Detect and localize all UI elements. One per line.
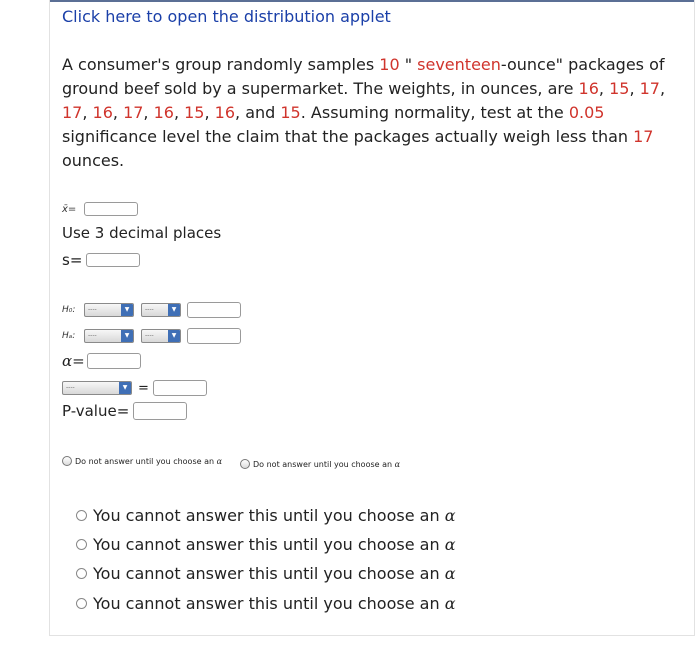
question-part: . Assuming normality, test at the bbox=[300, 103, 569, 122]
weight-value: 16 bbox=[153, 103, 174, 122]
package-label: seventeen bbox=[417, 55, 501, 74]
alpha-symbol: α bbox=[444, 506, 456, 525]
equals-sign: = bbox=[138, 380, 149, 396]
ha-value-input[interactable] bbox=[187, 328, 241, 344]
ha-operator-select[interactable] bbox=[141, 329, 181, 343]
conclusion-option-4[interactable] bbox=[76, 594, 456, 613]
question-part: -ounce" packages of ground beef sold by a supermarket. The weights, in ounces, are bbox=[62, 55, 665, 98]
weight-value: 16 bbox=[214, 103, 236, 122]
question-part: significance level the claim that the packages actually weigh less than bbox=[62, 127, 634, 146]
chevron-down-icon: ▼ bbox=[121, 330, 133, 342]
select-text: ---- bbox=[145, 332, 154, 339]
weight-value: 17 bbox=[123, 103, 144, 122]
applet-link[interactable]: Click here to open the distribution applet bbox=[62, 7, 391, 26]
s-label: s= bbox=[62, 251, 83, 269]
ha-parameter-select[interactable] bbox=[84, 329, 134, 343]
alpha-symbol: α bbox=[444, 594, 456, 613]
conclusion-option-2[interactable] bbox=[76, 535, 456, 554]
h0-operator-select[interactable] bbox=[141, 303, 181, 317]
s-row bbox=[62, 251, 140, 269]
decimals-row bbox=[62, 224, 221, 242]
radio-label: Do not answer until you choose an bbox=[253, 459, 393, 469]
h0-label: H₀: bbox=[62, 305, 76, 315]
radio-circle[interactable] bbox=[76, 568, 87, 579]
decimals-note: Use 3 decimal places bbox=[62, 224, 222, 242]
test-stat-row bbox=[62, 380, 207, 396]
alpha-symbol: α bbox=[444, 564, 456, 583]
h0-row bbox=[62, 302, 241, 318]
pvalue-label: P-value= bbox=[62, 402, 130, 420]
weight-value: 15 bbox=[609, 79, 630, 98]
chevron-down-icon: ▼ bbox=[168, 330, 180, 342]
option-label: You cannot answer this until you choose an bbox=[93, 594, 440, 613]
alpha-symbol: α bbox=[444, 535, 456, 554]
option-label: You cannot answer this until you choose an bbox=[93, 564, 440, 583]
radio-circle[interactable] bbox=[76, 539, 87, 550]
weight-value: 16 bbox=[92, 103, 113, 122]
claim-value: 17 bbox=[633, 127, 654, 146]
question-text: A consumer's group randomly samples 10 " seventeen-ounce" packages of ground beef sold by a supermarket. The weights, in ounces, are 16, 15, 17, 17, 16, 17, 16, 15, 16, and 15. Assuming normality, test at the 0.05 significance level the claim that the packages actually weigh less than 17 ounces. bbox=[62, 55, 666, 170]
conclusion-option-3[interactable] bbox=[76, 564, 456, 583]
xbar-input[interactable] bbox=[84, 202, 138, 216]
weight-value: 17 bbox=[639, 79, 660, 98]
alpha-label: α= bbox=[62, 352, 85, 370]
weight-value: 15 bbox=[280, 103, 301, 122]
question-part: " bbox=[399, 55, 418, 74]
option-label: You cannot answer this until you choose an bbox=[93, 506, 440, 525]
decision-radio-2[interactable] bbox=[240, 459, 400, 469]
chevron-down-icon: ▼ bbox=[119, 382, 131, 394]
h0-parameter-select[interactable] bbox=[84, 303, 134, 317]
question-part: ounces. bbox=[62, 151, 125, 170]
s-input[interactable] bbox=[86, 253, 140, 267]
select-text: ---- bbox=[88, 306, 97, 313]
pvalue-input[interactable] bbox=[133, 402, 187, 420]
chevron-down-icon: ▼ bbox=[168, 304, 180, 316]
test-statistic-input[interactable] bbox=[153, 380, 207, 396]
xbar-label: x̄= bbox=[62, 203, 77, 215]
question-part: A consumer's group randomly samples bbox=[62, 55, 380, 74]
option-label: You cannot answer this until you choose an bbox=[93, 535, 440, 554]
alpha-symbol: α bbox=[394, 459, 401, 469]
ha-label: Hₐ: bbox=[62, 331, 76, 341]
weight-value: 15 bbox=[184, 103, 205, 122]
select-text: ---- bbox=[88, 332, 97, 339]
test-statistic-select[interactable] bbox=[62, 381, 132, 395]
significance-level: 0.05 bbox=[568, 103, 605, 122]
xbar-row bbox=[62, 202, 138, 216]
weight-value: 17 bbox=[62, 103, 83, 122]
sample-size: 10 bbox=[379, 55, 400, 74]
select-text: ---- bbox=[66, 384, 75, 391]
chevron-down-icon: ▼ bbox=[121, 304, 133, 316]
radio-circle[interactable] bbox=[76, 510, 87, 521]
alpha-row bbox=[62, 352, 141, 370]
ha-row bbox=[62, 328, 241, 344]
pvalue-row bbox=[62, 402, 187, 420]
decision-radio-row bbox=[62, 453, 400, 469]
radio-circle[interactable] bbox=[240, 459, 250, 469]
alpha-symbol: α bbox=[216, 456, 223, 466]
alpha-input[interactable] bbox=[87, 353, 141, 369]
conclusion-option-1[interactable] bbox=[76, 506, 456, 525]
h0-value-input[interactable] bbox=[187, 302, 241, 318]
select-text: ---- bbox=[145, 306, 154, 313]
radio-circle[interactable] bbox=[76, 598, 87, 609]
weight-value: 16 bbox=[578, 79, 599, 98]
radio-circle[interactable] bbox=[62, 456, 72, 466]
radio-label: Do not answer until you choose an bbox=[75, 456, 215, 466]
decision-radio-1[interactable] bbox=[62, 456, 222, 466]
